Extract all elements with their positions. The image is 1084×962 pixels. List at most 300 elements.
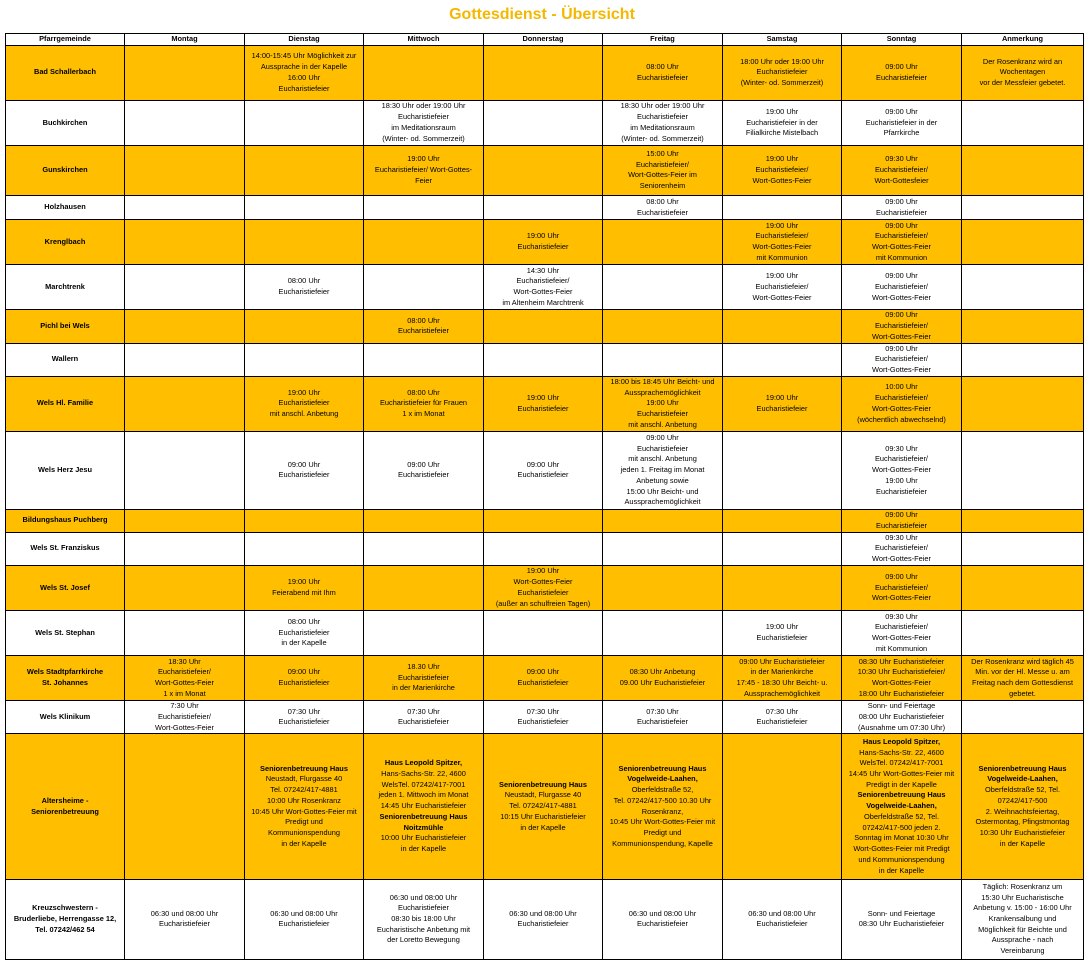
cell-line: Eucharistiefeier/ xyxy=(875,321,928,331)
cell-line: Eucharistiefeier xyxy=(398,326,449,336)
cell-thursday xyxy=(484,196,603,220)
cell-wednesday xyxy=(364,376,484,431)
cell-line: 19:00 Uhr xyxy=(765,271,799,281)
cell-wednesday xyxy=(364,220,484,265)
cell-line: 09:00 Uhr xyxy=(885,310,918,320)
parish-name-line: Wels Herz Jesu xyxy=(37,465,93,475)
cell-remark xyxy=(962,376,1084,431)
cell-line: in der Kapelle xyxy=(999,838,1046,848)
cell-line: Eucharistiefeier/ xyxy=(158,711,211,721)
cell-line: 19:00 Uhr xyxy=(765,106,799,116)
cell-tuesday xyxy=(245,45,364,100)
cell-monday xyxy=(125,265,245,310)
cell-line: Eucharistiefeier xyxy=(876,72,927,82)
cell-line: WelsTel. 07242/417-7001 xyxy=(859,758,944,768)
cell-line: 19:00 Uhr xyxy=(407,154,440,164)
cell-line: 18:30 Uhr xyxy=(168,656,201,666)
table-row xyxy=(6,510,1084,533)
cell-line: 09:30 Uhr xyxy=(885,532,918,542)
cell-line: Täglich: Rosenkranz um xyxy=(982,881,1063,891)
cell-line: 07:30 Uhr xyxy=(407,706,440,716)
parish-name xyxy=(6,701,125,734)
cell-line: Wort-Gottes-Feier xyxy=(155,678,214,688)
cell-line: gebetet. xyxy=(1009,688,1036,698)
cell-line: Wort-Gottes-Feier xyxy=(872,403,931,413)
cell-line: vor der Messfeier gebetet. xyxy=(979,78,1066,88)
cell-line: Wort-Gottes-Feier xyxy=(872,365,931,375)
cell-line: 19:00 Uhr xyxy=(526,231,560,241)
table-row xyxy=(6,565,1084,610)
cell-thursday xyxy=(484,879,603,959)
cell-saturday xyxy=(723,431,842,509)
cell-line: 10:30 Uhr Eucharistiefeier/ xyxy=(857,667,946,677)
cell-line: 18:30 Uhr oder 19:00 Uhr xyxy=(620,101,705,111)
cell-line: 14:45 Uhr Wort-Gottes-Feier mit xyxy=(848,768,955,778)
cell-line: 14:45 Uhr Eucharistiefeier xyxy=(380,801,467,811)
parish-name-line: Altersheime - xyxy=(41,795,89,805)
cell-wednesday xyxy=(364,431,484,509)
cell-remark xyxy=(962,196,1084,220)
parish-name xyxy=(6,145,125,195)
cell-monday xyxy=(125,656,245,701)
cell-friday xyxy=(603,100,723,145)
cell-line: 7:30 Uhr xyxy=(170,701,199,711)
parish-name-line: Wels St. Josef xyxy=(40,582,90,592)
cell-line: Freitag nach dem Gottesdienst xyxy=(971,678,1074,688)
parish-name-line: Holzhausen xyxy=(44,202,86,212)
parish-name-line: Bruderliebe, Herrengasse 12, xyxy=(13,913,117,923)
cell-thursday xyxy=(484,431,603,509)
cell-monday xyxy=(125,220,245,265)
cell-line: mit Kommunion xyxy=(756,252,808,262)
cell-sunday xyxy=(842,145,962,195)
cell-friday xyxy=(603,532,723,565)
cell-line: im Meditationsraum xyxy=(391,122,456,132)
cell-line: 19:00 Uhr xyxy=(526,566,560,576)
cell-line: 09:00 Uhr xyxy=(885,571,918,581)
cell-line: Eucharistiefeier/ xyxy=(755,281,809,291)
cell-line: 1 x im Monat xyxy=(163,688,206,698)
cell-line: Wochentagen xyxy=(999,67,1046,77)
cell-line: Seniorenbetreuung Haus xyxy=(379,811,468,821)
cell-line: Eucharistiefeier xyxy=(278,83,330,93)
schedule-table xyxy=(5,33,1084,960)
cell-friday xyxy=(603,656,723,701)
cell-tuesday xyxy=(245,532,364,565)
cell-line: Tel. 07242/417-4881 xyxy=(509,801,577,811)
cell-line: 06:30 und 08:00 Uhr xyxy=(389,892,458,902)
cell-line: Hans-Sachs-Str. 22, 4600 xyxy=(381,768,466,778)
parish-name xyxy=(6,610,125,655)
header-saturday: Samstag xyxy=(723,34,842,46)
cell-line: mit anschl. Anbetung xyxy=(269,409,339,419)
cell-line: Eucharistiefeier xyxy=(398,717,449,727)
cell-wednesday xyxy=(364,45,484,100)
cell-line: Pfarrkirche xyxy=(883,128,920,138)
cell-monday xyxy=(125,310,245,343)
cell-sunday xyxy=(842,196,962,220)
table-row xyxy=(6,145,1084,195)
cell-sunday xyxy=(842,510,962,533)
cell-line: Seniorenbetreuung Haus xyxy=(618,763,707,773)
cell-line: 09:30 Uhr xyxy=(885,443,918,453)
cell-line: Oberfeldstraße 52, Tel. xyxy=(863,811,940,821)
cell-line: im Altenheim Marchtrenk xyxy=(502,297,584,307)
cell-line: mit anschl. Anbetung xyxy=(628,454,697,464)
cell-line: Eucharistiefeier/ xyxy=(875,582,928,592)
parish-name-line: Wels Stadtpfarrkirche xyxy=(26,667,104,677)
cell-friday xyxy=(603,220,723,265)
cell-line: 07:30 Uhr xyxy=(765,706,799,716)
cell-line: Sonntag im Monat 10:30 Uhr xyxy=(854,833,949,843)
cell-thursday xyxy=(484,734,603,879)
cell-line: in der Kapelle xyxy=(400,844,447,854)
cell-wednesday xyxy=(364,145,484,195)
cell-line: 19:00 Uhr xyxy=(765,220,799,230)
cell-line: Eucharistiefeier/ xyxy=(158,667,211,677)
cell-line: 18:00 bis 18:45 Uhr Beicht- und xyxy=(610,377,715,387)
cell-line: 09:00 Uhr xyxy=(885,271,918,281)
cell-friday xyxy=(603,310,723,343)
cell-line: 08:30 Uhr Eucharistiefeier xyxy=(858,656,945,666)
cell-line: Eucharistiefeier xyxy=(756,632,808,642)
cell-remark xyxy=(962,100,1084,145)
cell-tuesday xyxy=(245,656,364,701)
cell-line: Eucharistiefeier xyxy=(756,403,808,413)
cell-line: Eucharistiefeier xyxy=(398,903,449,913)
cell-tuesday xyxy=(245,565,364,610)
parish-name xyxy=(6,45,125,100)
parish-name-line: Tel. 07242/462 54 xyxy=(35,924,95,934)
parish-name-line: Wels St. Stephan xyxy=(35,627,95,637)
cell-thursday xyxy=(484,532,603,565)
table-row xyxy=(6,343,1084,376)
cell-monday xyxy=(125,343,245,376)
cell-saturday xyxy=(723,343,842,376)
cell-line: Filialkirche Mistelbach xyxy=(745,128,819,138)
cell-line: 08:00 Uhr xyxy=(287,616,321,626)
cell-friday xyxy=(603,45,723,100)
cell-friday xyxy=(603,701,723,734)
parish-name-line: Bildungshaus Puchberg xyxy=(22,515,108,525)
cell-line: Aussprache in der Kapelle xyxy=(260,62,348,72)
cell-friday xyxy=(603,265,723,310)
cell-line: Wort-Gottes-Feier xyxy=(513,287,573,297)
cell-line: Hans-Sachs-Str. 22, 4600 xyxy=(859,747,944,757)
cell-line: 08:00 Uhr xyxy=(287,276,321,286)
cell-line: Eucharistiefeier xyxy=(876,520,927,530)
cell-line: 14:30 Uhr xyxy=(526,265,560,275)
cell-line: 08:00 Uhr xyxy=(407,315,440,325)
cell-line: 10:45 Uhr Wort-Gottes-Feier mit xyxy=(609,817,716,827)
cell-line: 08:30 Uhr Eucharistiefeier xyxy=(858,919,945,929)
cell-line: in der Kapelle xyxy=(878,865,925,875)
cell-line: 09:00 Uhr xyxy=(287,459,321,469)
parish-name-line: Wels Klinikum xyxy=(39,711,91,721)
parish-name xyxy=(6,431,125,509)
cell-line: Rosenkranz, xyxy=(641,806,684,816)
cell-line: 08:00 Uhr Eucharistiefeier xyxy=(858,711,945,721)
parish-name-line: Wels St. Franziskus xyxy=(30,543,100,553)
cell-line: 09:00 Uhr xyxy=(526,667,560,677)
cell-saturday xyxy=(723,265,842,310)
cell-line: Predigt in der Kapelle xyxy=(866,779,937,789)
cell-line: Wort-Gottes-Feier xyxy=(752,242,812,252)
cell-monday xyxy=(125,565,245,610)
cell-line: Eucharistiefeier xyxy=(756,67,808,77)
cell-saturday xyxy=(723,656,842,701)
cell-tuesday xyxy=(245,100,364,145)
table-row xyxy=(6,656,1084,701)
cell-line: 08:00 Uhr xyxy=(407,387,440,397)
cell-line: Seniorenheim xyxy=(639,181,686,191)
cell-remark xyxy=(962,310,1084,343)
cell-sunday xyxy=(842,220,962,265)
cell-line: Krankensalbung und xyxy=(988,913,1057,923)
cell-line: Eucharistiefeier xyxy=(637,443,688,453)
cell-monday xyxy=(125,196,245,220)
cell-remark xyxy=(962,565,1084,610)
cell-sunday xyxy=(842,265,962,310)
cell-line: 09:00 Uhr xyxy=(885,62,918,72)
cell-line: 07:30 Uhr xyxy=(646,706,679,716)
header-row xyxy=(6,34,1084,46)
cell-line: Wort-Gottes-Feier xyxy=(872,465,931,475)
parish-name-line: Buchkirchen xyxy=(42,117,88,127)
cell-line: 09:30 Uhr xyxy=(885,154,918,164)
parish-name xyxy=(6,376,125,431)
cell-line: Wort-Gottesfeier xyxy=(874,175,929,185)
cell-line: Haus Leopold Spitzer, xyxy=(384,758,463,768)
cell-line: in der Marienkirche xyxy=(392,683,455,693)
cell-line: Wort-Gottes-Feier xyxy=(872,242,931,252)
cell-line: Wort-Gottes-Feier im xyxy=(628,170,697,180)
cell-line: Der Rosenkranz wird an xyxy=(982,56,1063,66)
cell-line: Eucharistiefeier xyxy=(398,672,449,682)
cell-saturday xyxy=(723,310,842,343)
cell-line: Eucharistiefeier in der xyxy=(746,117,818,127)
cell-line: 09:00 Uhr xyxy=(646,432,679,442)
table-row xyxy=(6,610,1084,655)
cell-line: Eucharistiefeier xyxy=(278,678,330,688)
cell-friday xyxy=(603,565,723,610)
cell-sunday xyxy=(842,734,962,879)
cell-line: Eucharistiefeier/ xyxy=(636,159,689,169)
cell-line: Eucharistiefeier xyxy=(517,919,569,929)
cell-line: Wort-Gottes-Feier xyxy=(872,632,931,642)
cell-line: Neustadt, Flurgasse 40 xyxy=(504,790,582,800)
cell-line: 09:00 Uhr xyxy=(885,343,918,353)
cell-line: Aussprachemöglichkeit xyxy=(624,497,701,507)
parish-name-line: St. Johannes xyxy=(42,678,88,688)
cell-line: Eucharistiefeier xyxy=(637,72,688,82)
cell-monday xyxy=(125,879,245,959)
cell-line: der Loretto Bewegung xyxy=(387,935,460,945)
cell-sunday xyxy=(842,879,962,959)
cell-remark xyxy=(962,532,1084,565)
cell-line: 09:00 Uhr xyxy=(526,459,560,469)
cell-line: Eucharistiefeier xyxy=(398,112,449,122)
cell-line: Anbetung v. 15:00 - 16:00 Uhr xyxy=(973,903,1072,913)
cell-saturday xyxy=(723,610,842,655)
parish-name xyxy=(6,532,125,565)
cell-line: 08:30 bis 18:00 Uhr xyxy=(391,913,456,923)
cell-line: Wort-Gottes-Feier xyxy=(752,175,812,185)
cell-line: 09:00 Uhr xyxy=(287,667,321,677)
cell-line: Möglichkeit für Beichte und xyxy=(978,924,1067,934)
cell-tuesday xyxy=(245,610,364,655)
cell-line: 07242/417-500 xyxy=(997,795,1048,805)
table-row xyxy=(6,431,1084,509)
cell-friday xyxy=(603,610,723,655)
cell-line: (Ausnahme um 07:30 Uhr) xyxy=(857,722,946,732)
cell-line: 10:00 Uhr Rosenkranz xyxy=(267,795,341,805)
cell-sunday xyxy=(842,565,962,610)
cell-line: Vogelweide-Laahen, xyxy=(987,774,1058,784)
cell-line: Eucharistiefeier/ xyxy=(875,165,928,175)
cell-wednesday xyxy=(364,310,484,343)
cell-line: 09:00 Uhr xyxy=(885,510,918,520)
cell-saturday xyxy=(723,220,842,265)
cell-thursday xyxy=(484,610,603,655)
header-wednesday: Mittwoch xyxy=(364,34,484,46)
cell-remark xyxy=(962,343,1084,376)
cell-line: Predigt und xyxy=(285,817,323,827)
cell-line: Eucharistiefeier xyxy=(517,717,569,727)
cell-friday xyxy=(603,145,723,195)
cell-remark xyxy=(962,145,1084,195)
parish-name xyxy=(6,265,125,310)
cell-line: Eucharistiefeier xyxy=(517,678,569,688)
cell-line: mit anschl. Anbetung xyxy=(628,419,697,429)
parish-name-line: Krenglbach xyxy=(44,236,86,246)
cell-saturday xyxy=(723,196,842,220)
cell-wednesday xyxy=(364,701,484,734)
table-row xyxy=(6,734,1084,879)
page-title: Gottesdienst - Übersicht xyxy=(449,6,635,23)
cell-line: 09:00 Uhr xyxy=(885,196,918,206)
cell-line: Ostermontag, Pfingstmontag xyxy=(975,817,1070,827)
table-row xyxy=(6,45,1084,100)
cell-line: 06:30 und 08:00 Uhr xyxy=(150,908,219,918)
cell-line: Eucharistiefeier/ xyxy=(875,281,928,291)
cell-line: 18:30 Uhr oder 19:00 Uhr xyxy=(381,101,466,111)
cell-saturday xyxy=(723,100,842,145)
cell-monday xyxy=(125,100,245,145)
cell-line: 07242/417-500 jeden 2. xyxy=(862,822,941,832)
cell-line: 10:15 Uhr Eucharistiefeier xyxy=(500,811,586,821)
cell-line: Eucharistiefeier xyxy=(637,409,688,419)
cell-line: 14:00-15:45 Uhr Möglichkeit zur xyxy=(251,51,357,61)
cell-line: Wort-Gottes-Feier xyxy=(752,292,812,302)
header-monday: Montag xyxy=(125,34,245,46)
table-row xyxy=(6,879,1084,959)
cell-wednesday xyxy=(364,879,484,959)
cell-line: Eucharistiefeier xyxy=(278,627,330,637)
cell-friday xyxy=(603,879,723,959)
cell-wednesday xyxy=(364,610,484,655)
cell-thursday xyxy=(484,45,603,100)
cell-wednesday xyxy=(364,343,484,376)
cell-line: Kommunionspendung xyxy=(268,828,340,838)
cell-monday xyxy=(125,610,245,655)
cell-line: 08:00 Uhr xyxy=(646,196,679,206)
parish-name-line: Kreuzschwestern - xyxy=(32,903,98,913)
parish-name xyxy=(6,196,125,220)
cell-line: Eucharistiefeier xyxy=(637,207,688,217)
parish-name-line: Wallern xyxy=(51,354,79,364)
cell-line: (außer an schulfreien Tagen) xyxy=(495,598,591,608)
parish-name-line: Seniorenbetreuung xyxy=(31,806,99,816)
cell-line: Wort-Gottes-Feier xyxy=(872,593,931,603)
cell-line: 09:00 Uhr xyxy=(407,459,440,469)
header-sunday: Sonntag xyxy=(842,34,962,46)
cell-line: Eucharistiefeier/ xyxy=(875,543,928,553)
cell-line: Eucharistiefeier xyxy=(398,470,449,480)
parish-name xyxy=(6,879,125,959)
cell-line: (Winter- od. Sommerzeit) xyxy=(382,133,465,143)
cell-line: Eucharistiefeier für Frauen xyxy=(379,398,468,408)
cell-line: 16:00 Uhr xyxy=(287,72,321,82)
cell-line: Eucharistische Anbetung mit xyxy=(376,924,471,934)
cell-remark xyxy=(962,220,1084,265)
cell-line: WelsTel. 07242/417-7001 xyxy=(381,779,466,789)
cell-line: Wort-Gottes-Feier mit Predigt xyxy=(853,844,950,854)
cell-line: 09:00 Uhr xyxy=(885,220,918,230)
cell-line: Eucharistiefeier xyxy=(517,470,569,480)
cell-line: (Winter- od. Sommerzeit) xyxy=(740,78,824,88)
cell-saturday xyxy=(723,532,842,565)
cell-line: 19:00 Uhr xyxy=(646,398,679,408)
cell-thursday xyxy=(484,343,603,376)
cell-line: Eucharistiefeier xyxy=(278,470,330,480)
cell-tuesday xyxy=(245,343,364,376)
cell-line: Eucharistiefeier/ xyxy=(875,454,928,464)
cell-line: mit Kommunion xyxy=(875,643,928,653)
cell-line: im Meditationsraum xyxy=(630,122,695,132)
cell-line: 10:30 Uhr Eucharistiefeier xyxy=(979,828,1066,838)
cell-tuesday xyxy=(245,310,364,343)
cell-thursday xyxy=(484,376,603,431)
parish-name-line: Gunskirchen xyxy=(42,165,88,175)
cell-sunday xyxy=(842,343,962,376)
cell-wednesday xyxy=(364,196,484,220)
cell-thursday xyxy=(484,100,603,145)
cell-line: in der Kapelle xyxy=(281,638,327,648)
cell-line: Oberfeldstraße 52, xyxy=(631,785,694,795)
cell-line: Wort-Gottes-Feier xyxy=(155,722,214,732)
cell-sunday xyxy=(842,431,962,509)
cell-remark xyxy=(962,701,1084,734)
cell-monday xyxy=(125,734,245,879)
cell-tuesday xyxy=(245,510,364,533)
cell-line: (Winter- od. Sommerzeit) xyxy=(621,133,704,143)
cell-tuesday xyxy=(245,376,364,431)
cell-line: Eucharistiefeier xyxy=(517,587,569,597)
cell-line: 09:00 Uhr Eucharistiefeier xyxy=(739,656,825,666)
cell-saturday xyxy=(723,45,842,100)
cell-sunday xyxy=(842,532,962,565)
cell-tuesday xyxy=(245,265,364,310)
cell-remark xyxy=(962,510,1084,533)
cell-wednesday xyxy=(364,734,484,879)
cell-tuesday xyxy=(245,734,364,879)
table-row xyxy=(6,196,1084,220)
cell-monday xyxy=(125,431,245,509)
header-tuesday: Dienstag xyxy=(245,34,364,46)
table-row xyxy=(6,100,1084,145)
cell-saturday xyxy=(723,145,842,195)
